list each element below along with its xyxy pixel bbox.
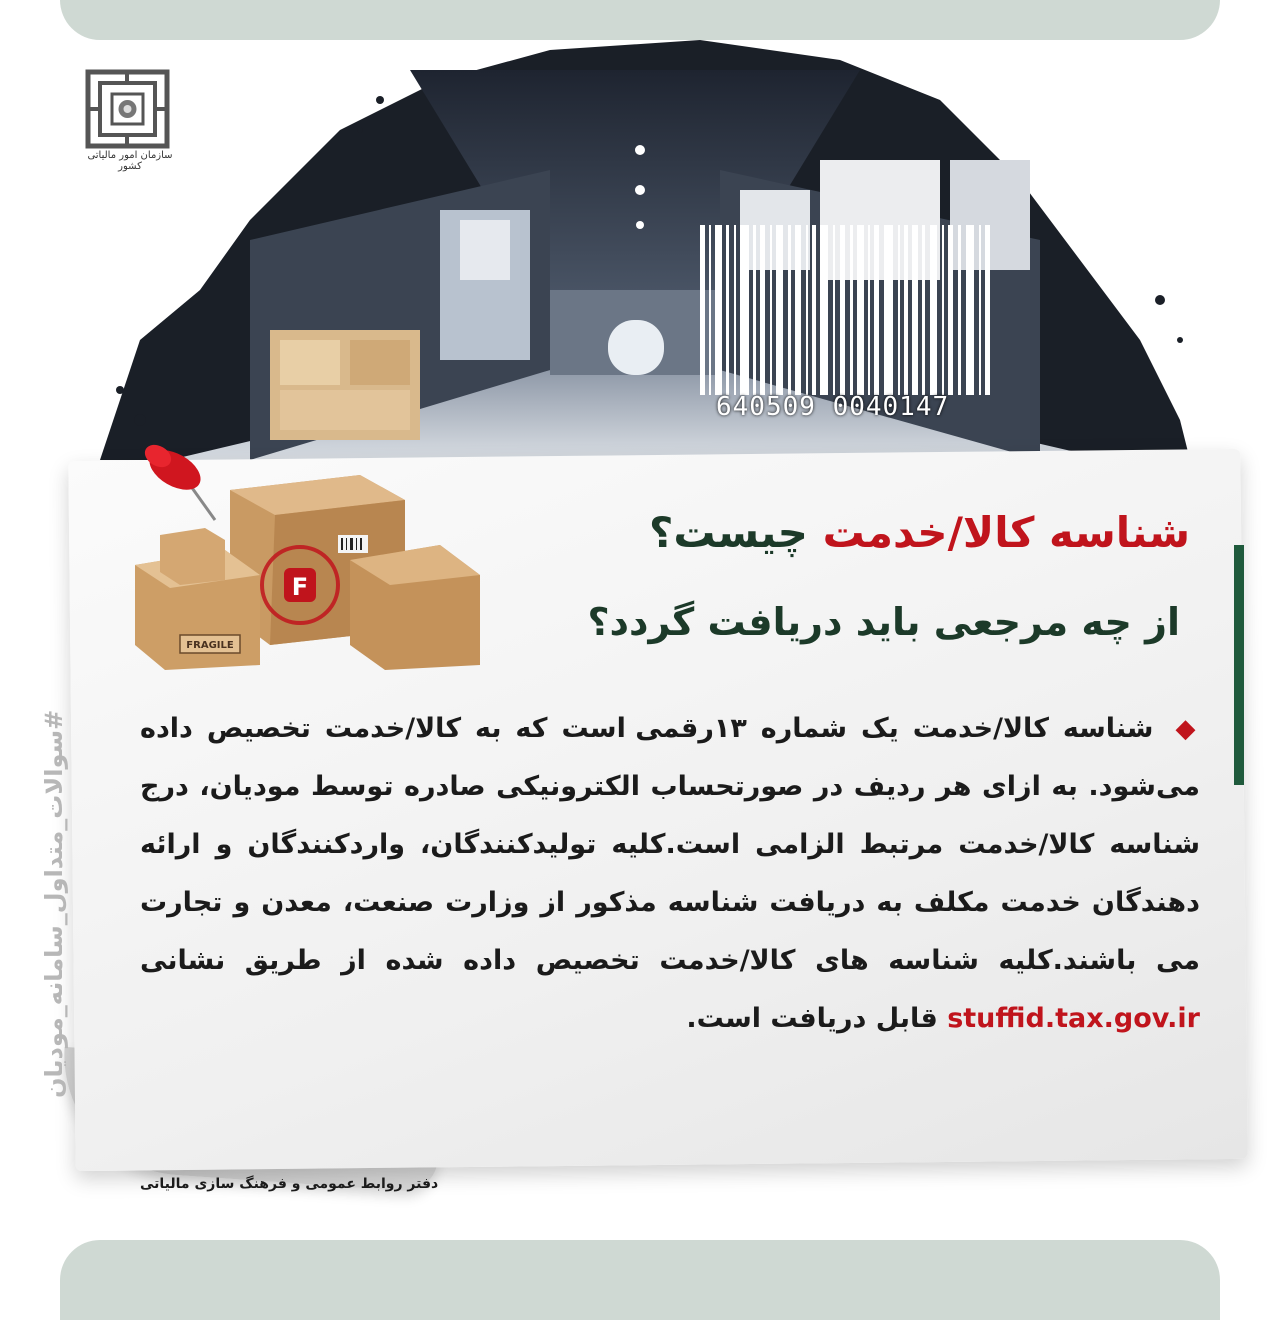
svg-text:F: F (291, 573, 309, 601)
title-accent: شناسه کالا/خدمت (822, 508, 1190, 557)
bottom-decorative-band (60, 1240, 1220, 1320)
website-url[interactable]: stuffid.tax.gov.ir (947, 1003, 1200, 1034)
page-subtitle: از چه مرجعی باید دریافت گردد؟ (587, 600, 1180, 644)
page-title (649, 508, 1190, 557)
logo-caption: سازمان امور مالیاتی کشور (87, 150, 173, 172)
body-part-1: شناسه کالا/خدمت یک شماره ۱۳رقمی است که به کالا/خدمت تخصیص داده می‌شود. به ازای هر ردیف در صورتحساب الکترونیکی صادره توسط مودیان، درج شناسه کالا/خدمت مرتبط الزامی است.کلیه تولیدکنندگان، واردکنندگان و ارائه دهندگان خدمت مکلف به دریافت شناسه مذکور از وزارت صنعت، معدن و تجارت می باشند.کلیه شناسه های کالا/خدمت تخصیص داده شده از طریق نشانی (140, 713, 1200, 976)
footer-credit: دفتر روابط عمومی و فرهنگ سازی مالیاتی (140, 1176, 439, 1192)
body-part-2: قابل دریافت است. (686, 1003, 938, 1034)
diamond-bullet-icon: ◆ (1175, 714, 1200, 744)
warehouse-image (80, 40, 1200, 490)
svg-text:FRAGILE: FRAGILE (186, 640, 234, 651)
body-paragraph (140, 700, 1200, 1048)
green-accent-bar (1234, 545, 1244, 785)
hashtag-vertical: #سوالات_متداول_سامانه_مودیان (40, 710, 68, 1099)
barcode-number: 640509 0040147 (716, 392, 950, 422)
top-decorative-band (60, 0, 1220, 40)
cardboard-boxes-illustration (120, 440, 500, 670)
title-rest: چیست؟ (648, 508, 823, 557)
